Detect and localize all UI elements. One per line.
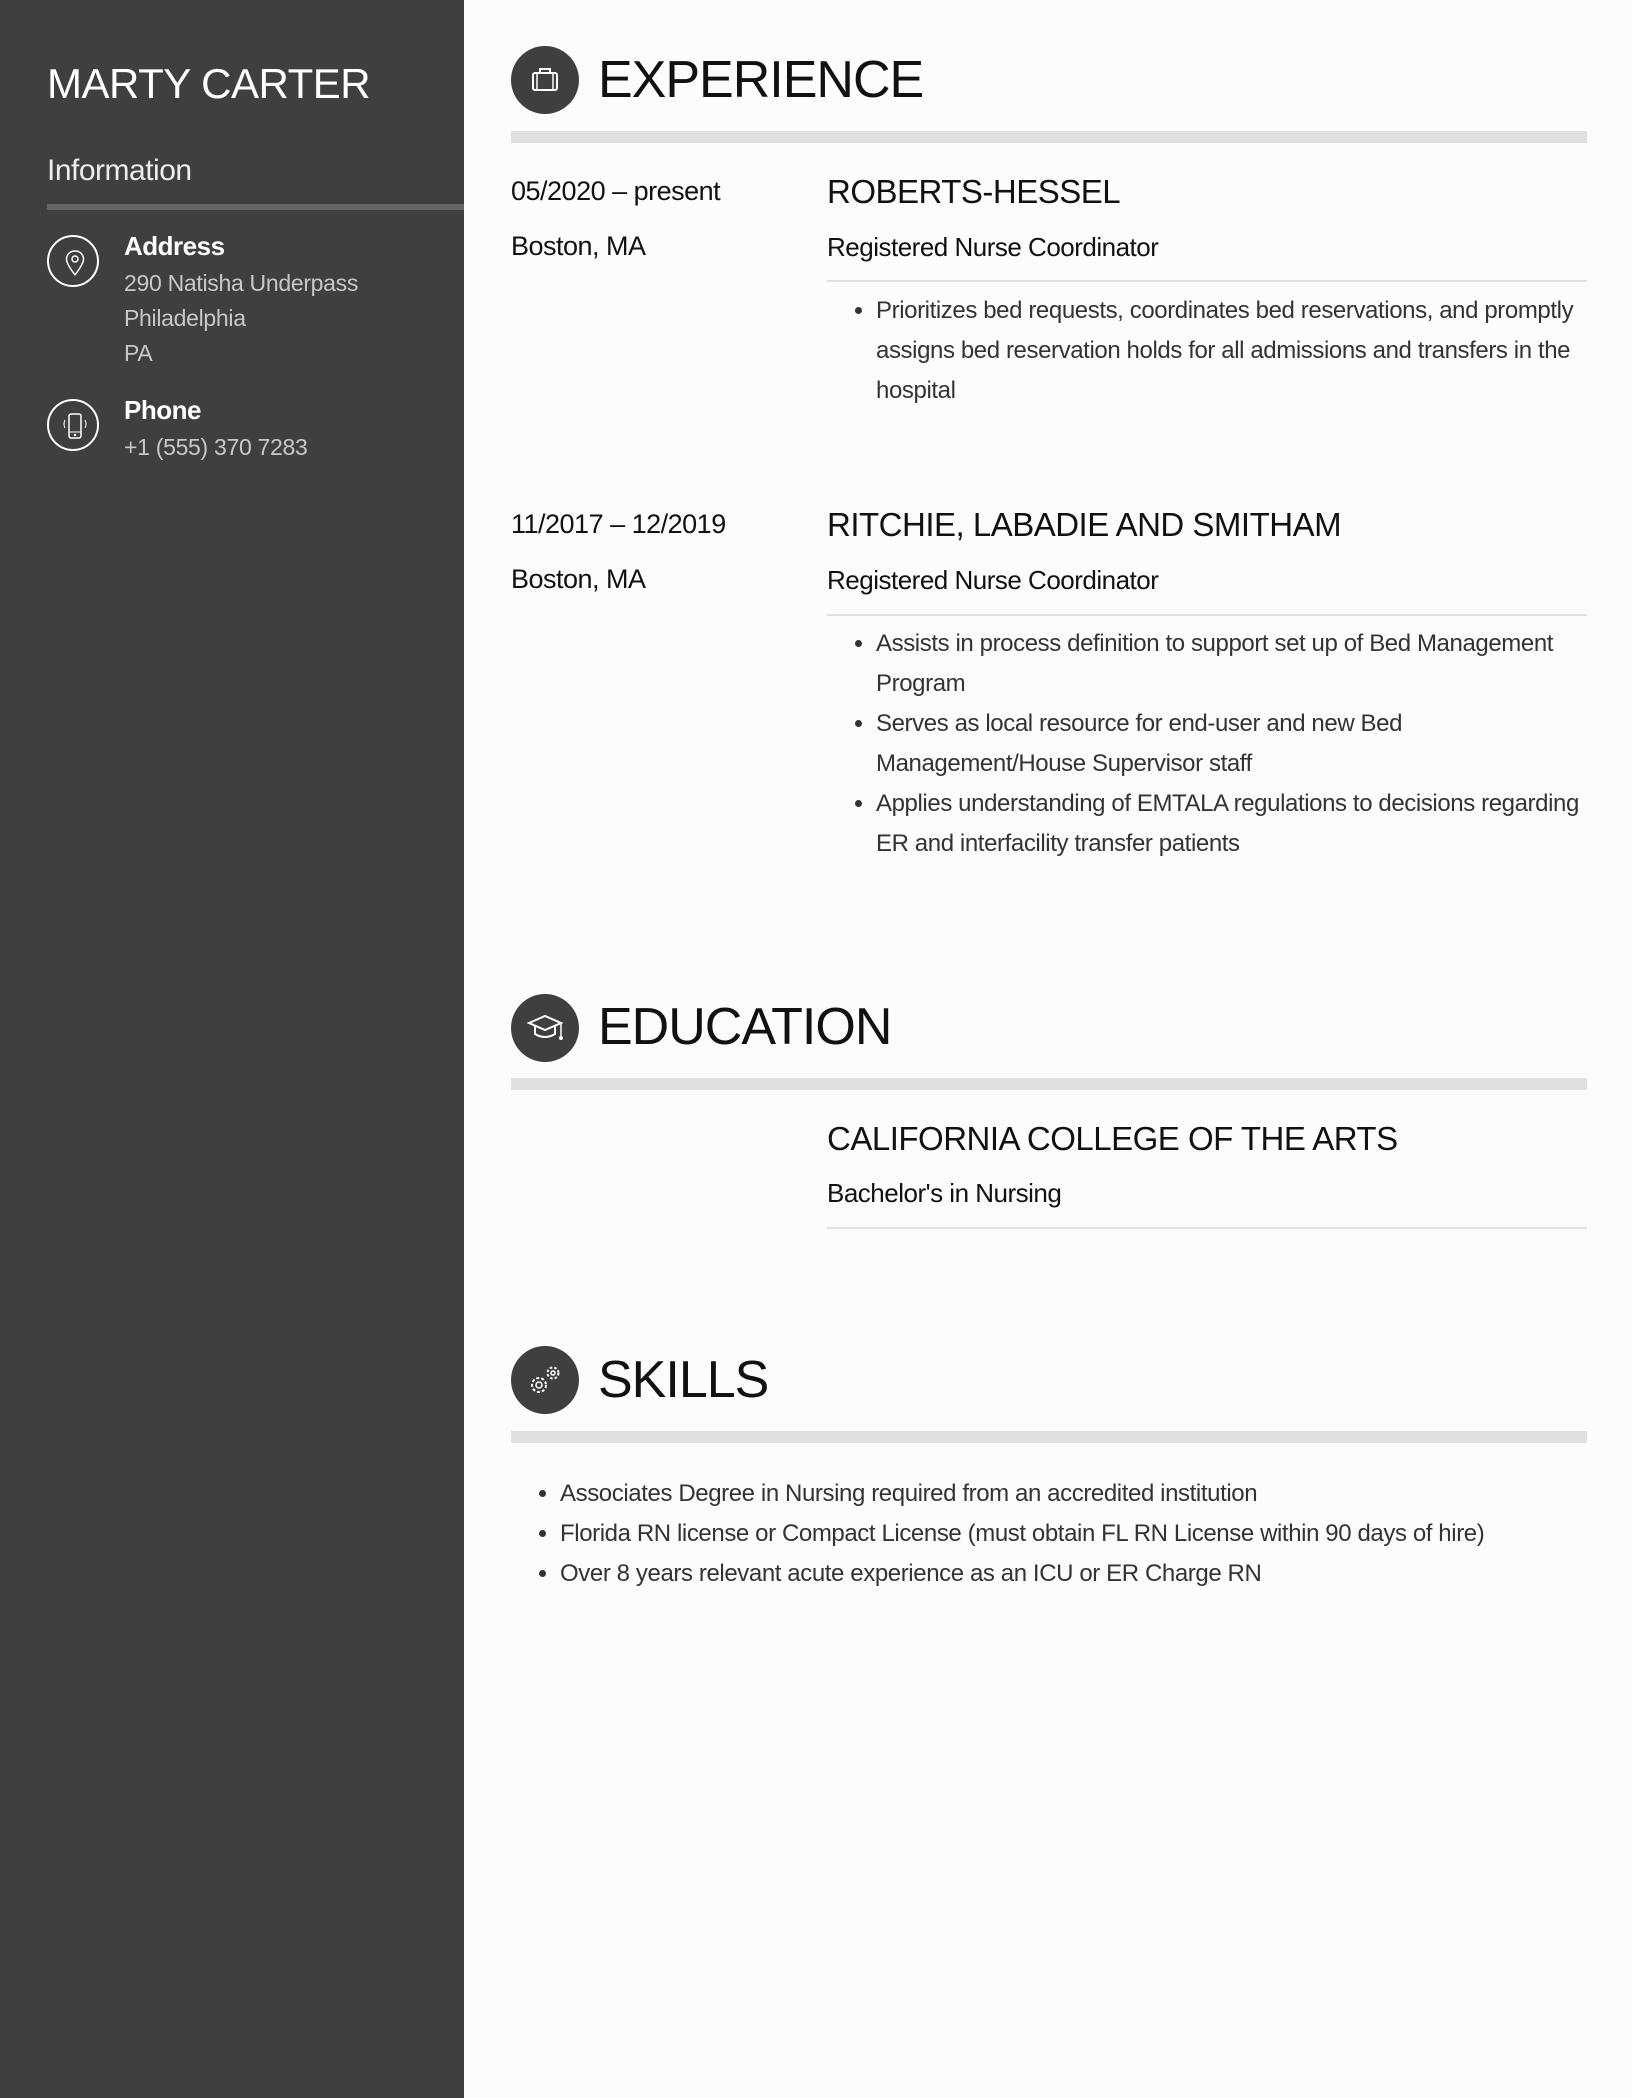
address-line: 290 Natisha Underpass <box>124 270 359 296</box>
divider <box>827 614 1587 616</box>
mobile-phone-icon <box>47 399 99 451</box>
list-item: • Over 8 years relevant acute experience as an ICU or ER Charge RN <box>560 1554 1620 1594</box>
address-line: PA <box>124 340 153 366</box>
phone-number: +1 (555) 370 7283 <box>124 434 308 460</box>
section-divider <box>511 131 1587 143</box>
job-bullets <box>852 624 1611 864</box>
list-item: • Applies understanding of EMTALA regulations to decisions regarding ER and interfacility transfer patients <box>876 784 1611 864</box>
list-item: • Serves as local resource for end-user and new Bed Management/House Supervisor staff <box>876 704 1611 784</box>
divider <box>827 1227 1587 1229</box>
map-pin-icon <box>47 235 99 287</box>
phone-label: Phone <box>124 395 201 425</box>
job-bullets <box>852 291 1611 411</box>
gears-icon <box>511 1346 579 1414</box>
degree: Bachelor's in Nursing <box>827 1178 1062 1208</box>
list-item: • Associates Degree in Nursing required from an accredited institution <box>560 1474 1620 1514</box>
graduation-cap-icon <box>511 994 579 1062</box>
divider <box>827 280 1587 282</box>
list-item: • Assists in process definition to support set up of Bed Management Program <box>876 624 1611 704</box>
list-item: • Florida RN license or Compact License (must obtain FL RN License within 90 days of hire) <box>560 1514 1620 1554</box>
job-role: Registered Nurse Coordinator <box>827 232 1159 262</box>
education-title: EDUCATION <box>598 998 892 1056</box>
section-divider <box>511 1431 1587 1443</box>
skills-list <box>536 1474 1620 1594</box>
experience-title: EXPERIENCE <box>598 51 924 109</box>
section-divider <box>511 1078 1587 1090</box>
job-location: Boston, MA <box>511 564 646 594</box>
job-date: 05/2020 – present <box>511 176 721 206</box>
divider <box>47 204 464 210</box>
job-location: Boston, MA <box>511 231 646 261</box>
job-date: 11/2017 – 12/2019 <box>511 509 726 539</box>
job-role: Registered Nurse Coordinator <box>827 565 1159 595</box>
sidebar <box>0 0 464 2098</box>
information-heading: Information <box>47 154 192 187</box>
briefcase-icon <box>511 46 579 114</box>
skills-title: SKILLS <box>598 1351 769 1409</box>
school-name: CALIFORNIA COLLEGE OF THE ARTS <box>827 1120 1398 1157</box>
job-company: RITCHIE, LABADIE AND SMITHAM <box>827 506 1342 543</box>
job-company: ROBERTS-HESSEL <box>827 173 1121 210</box>
list-item: • Prioritizes bed requests, coordinates bed reservations, and promptly assigns bed reservation holds for all admissions and transfers in the hospital <box>876 291 1611 411</box>
address-line: Philadelphia <box>124 305 246 331</box>
candidate-name: MARTY CARTER <box>47 60 371 107</box>
address-label: Address <box>124 231 225 261</box>
